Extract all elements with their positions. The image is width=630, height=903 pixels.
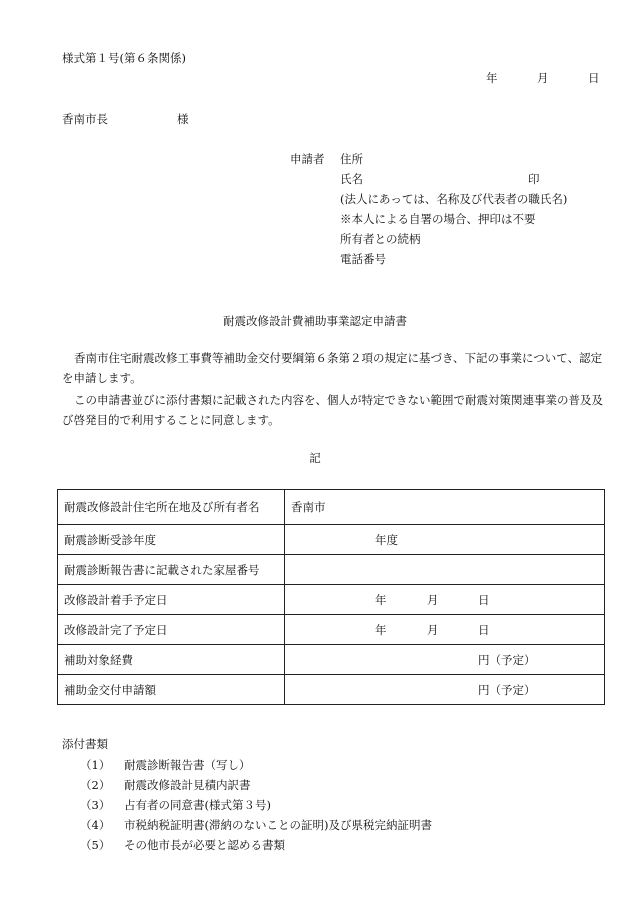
start-month-label: 月 xyxy=(427,592,439,607)
design-completion-field[interactable] xyxy=(285,615,605,645)
body-paragraph-1: 香南市住宅耐震改修工事費等補助金交付要綱第６条第２項の規定に基づき、下記の事業について、認定を申請します。 xyxy=(62,351,603,385)
house-number-label: 耐震診断報告書に記載された家屋番号 xyxy=(58,555,285,585)
eligible-cost-field[interactable] xyxy=(285,645,605,675)
honorific: 様 xyxy=(177,112,189,126)
subsidy-amount-field[interactable] xyxy=(285,675,605,705)
signature-note: ※本人による自署の場合、押印は不要 xyxy=(340,212,536,226)
completion-day-label: 日 xyxy=(478,622,490,637)
table-row xyxy=(58,525,605,555)
location-owner-label: 耐震改修設計住宅所在地及び所有者名 xyxy=(58,490,285,525)
eligible-cost-unit: 円（予定） xyxy=(478,652,536,667)
design-completion-label: 改修設計完了予定日 xyxy=(58,615,285,645)
date-year-label: 年 xyxy=(486,71,498,85)
phone-label: 電話番号 xyxy=(340,252,386,266)
table-row xyxy=(58,615,605,645)
subsidy-amount-unit: 円（予定） xyxy=(478,682,536,697)
date-day-label: 日 xyxy=(588,71,600,85)
name-label: 氏名 xyxy=(340,172,363,186)
table-row xyxy=(58,490,605,525)
location-owner-value: 香南市 xyxy=(291,500,326,514)
start-year-label: 年 xyxy=(375,592,387,607)
diagnosis-year-field[interactable] xyxy=(285,525,605,555)
attachments-heading: 添付書類 xyxy=(62,737,108,751)
attachment-item: その他市長が必要と認める書類 xyxy=(124,838,285,852)
application-table xyxy=(57,489,605,705)
address-label: 住所 xyxy=(340,152,363,166)
diagnosis-year-label: 耐震診断受診年度 xyxy=(58,525,285,555)
applicant-label: 申請者 xyxy=(290,152,325,166)
document-title: 耐震改修設計費補助事業認定申請書 xyxy=(223,314,407,328)
fiscal-year-suffix: 年度 xyxy=(375,532,398,547)
attachment-number: （3） xyxy=(80,798,111,812)
start-day-label: 日 xyxy=(478,592,490,607)
completion-month-label: 月 xyxy=(427,622,439,637)
subsidy-amount-label: 補助金交付申請額 xyxy=(58,675,285,705)
form-number: 様式第１号(第６条関係) xyxy=(62,51,186,65)
design-start-field[interactable] xyxy=(285,585,605,615)
location-owner-field[interactable] xyxy=(285,490,605,525)
attachment-item: 耐震診断報告書（写し） xyxy=(124,758,251,772)
table-row xyxy=(58,555,605,585)
addressee: 香南市長 xyxy=(62,112,108,126)
attachment-item: 市税納税証明書(滞納のないことの証明)及び県税完納証明書 xyxy=(124,818,432,832)
table-row xyxy=(58,645,605,675)
ki-marker: 記 xyxy=(309,451,321,465)
attachment-number: （2） xyxy=(80,778,111,792)
house-number-field[interactable] xyxy=(285,555,605,585)
design-start-label: 改修設計着手予定日 xyxy=(58,585,285,615)
attachment-number: （5） xyxy=(80,838,111,852)
completion-year-label: 年 xyxy=(375,622,387,637)
eligible-cost-label: 補助対象経費 xyxy=(58,645,285,675)
attachment-item: 耐震改修設計見積内訳書 xyxy=(124,778,251,792)
attachment-item: 占有者の同意書(様式第３号) xyxy=(124,798,271,812)
table-row xyxy=(58,585,605,615)
attachment-number: （4） xyxy=(80,818,111,832)
date-month-label: 月 xyxy=(537,71,549,85)
seal-label: 印 xyxy=(528,172,540,186)
attachment-number: （1） xyxy=(80,758,111,772)
corporate-note: (法人にあっては、名称及び代表者の職氏名) xyxy=(340,192,568,206)
table-row xyxy=(58,675,605,705)
relation-label: 所有者との続柄 xyxy=(340,232,421,246)
body-paragraph-2: この申請書並びに添付書類に記載された内容を、個人が特定できない範囲で耐震対策関連事業の普及及び啓発目的で利用することに同意します。 xyxy=(62,393,603,427)
